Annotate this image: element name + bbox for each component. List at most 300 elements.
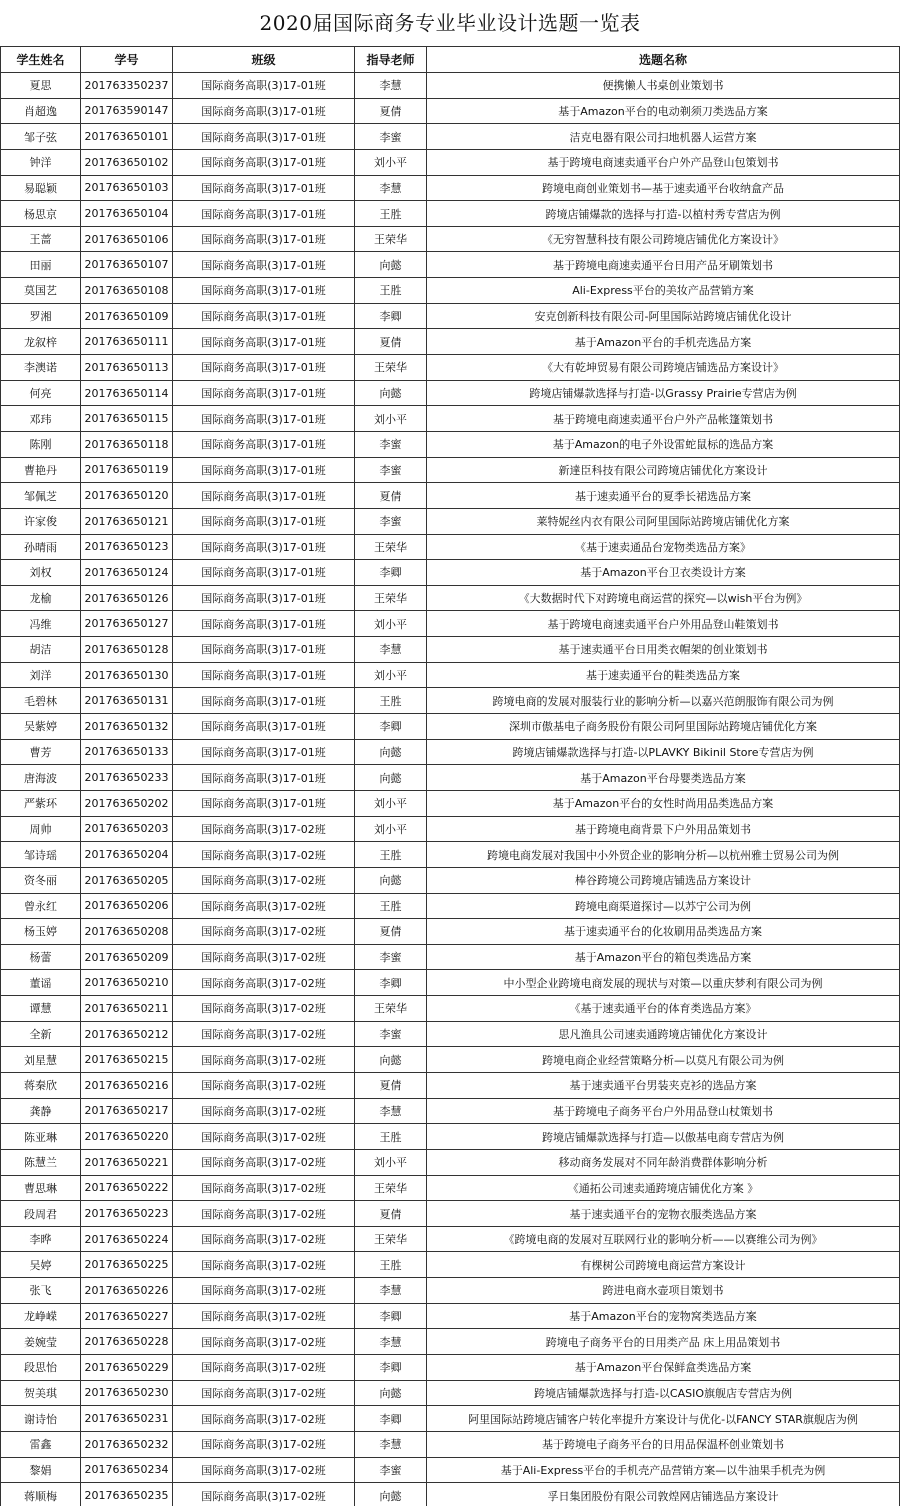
cell-topic: 跨境店铺爆款选择与打造-以Grassy Prairie专营店为例 [427,380,900,406]
cell-topic: 基于Amazon平台保鲜盒类选品方案 [427,1355,900,1381]
cell-advisor: 夏倩 [355,1072,427,1098]
cell-student-name: 曾永红 [1,893,81,919]
cell-advisor: 刘小平 [355,816,427,842]
cell-topic: 基于跨境电商背景下户外用品策划书 [427,816,900,842]
cell-advisor: 刘小平 [355,149,427,175]
cell-student-id: 201763650209 [81,944,173,970]
cell-advisor: 刘小平 [355,1149,427,1175]
cell-class: 国际商务高职(3)17-02班 [173,842,355,868]
cell-advisor: 王胜 [355,201,427,227]
cell-student-name: 姜婉莹 [1,1329,81,1355]
cell-class: 国际商务高职(3)17-01班 [173,739,355,765]
cell-class: 国际商务高职(3)17-01班 [173,278,355,304]
cell-student-name: 田丽 [1,252,81,278]
header-student-name: 学生姓名 [1,47,81,73]
cell-student-name: 龙榆 [1,585,81,611]
table-row [1,842,900,868]
header-advisor: 指导老师 [355,47,427,73]
cell-advisor: 王荣华 [355,1175,427,1201]
cell-advisor: 向懿 [355,1483,427,1506]
cell-student-name: 邹佩芝 [1,483,81,509]
cell-class: 国际商务高职(3)17-01班 [173,688,355,714]
cell-student-id: 201763650101 [81,124,173,150]
cell-student-id: 201763650130 [81,662,173,688]
cell-topic: 《跨境电商的发展对互联网行业的影响分析——以赛维公司为例》 [427,1226,900,1252]
cell-class: 国际商务高职(3)17-02班 [173,1278,355,1304]
table-row [1,329,900,355]
table-row [1,714,900,740]
cell-topic: 跨境店铺爆款选择与打造-以PLAVKY Bikinil Store专营店为例 [427,739,900,765]
table-row [1,201,900,227]
table-row [1,919,900,945]
cell-advisor: 向懿 [355,739,427,765]
table-row [1,508,900,534]
table-row [1,816,900,842]
table-row [1,380,900,406]
cell-class: 国际商务高职(3)17-01班 [173,355,355,381]
cell-advisor: 王胜 [355,688,427,714]
cell-advisor: 王荣华 [355,1226,427,1252]
cell-class: 国际商务高职(3)17-01班 [173,329,355,355]
header-student-id: 学号 [81,47,173,73]
cell-topic: Ali-Express平台的美妆产品营销方案 [427,278,900,304]
cell-class: 国际商务高职(3)17-02班 [173,996,355,1022]
cell-student-id: 201763650124 [81,560,173,586]
cell-class: 国际商务高职(3)17-01班 [173,175,355,201]
cell-student-name: 曹艳丹 [1,457,81,483]
table-row [1,1406,900,1432]
table-row [1,457,900,483]
cell-advisor: 王胜 [355,1252,427,1278]
cell-student-name: 雷鑫 [1,1431,81,1457]
cell-student-name: 王蔷 [1,226,81,252]
table-row [1,1098,900,1124]
cell-topic: 基于Ali-Express平台的手机壳产品营销方案—以牛油果手机壳为例 [427,1457,900,1483]
cell-topic: 跨境电商企业经营策略分析—以莫凡有限公司为例 [427,1047,900,1073]
cell-advisor: 刘小平 [355,790,427,816]
cell-student-name: 曹芳 [1,739,81,765]
cell-class: 国际商务高职(3)17-02班 [173,1355,355,1381]
cell-student-id: 201763650206 [81,893,173,919]
cell-advisor: 王荣华 [355,585,427,611]
table-row [1,149,900,175]
cell-student-id: 201763650216 [81,1072,173,1098]
cell-student-name: 易聪颖 [1,175,81,201]
cell-advisor: 刘小平 [355,611,427,637]
cell-student-id: 201763650104 [81,201,173,227]
cell-advisor: 李卿 [355,1303,427,1329]
cell-advisor: 李慧 [355,1098,427,1124]
cell-class: 国际商务高职(3)17-02班 [173,1047,355,1073]
table-row [1,1483,900,1506]
cell-student-id: 201763650204 [81,842,173,868]
cell-class: 国际商务高职(3)17-02班 [173,1431,355,1457]
cell-advisor: 王胜 [355,893,427,919]
cell-student-name: 何亮 [1,380,81,406]
cell-topic: 基于Amazon平台的宠物窝类选品方案 [427,1303,900,1329]
cell-student-id: 201763650226 [81,1278,173,1304]
cell-topic: 便携懒人书桌创业策划书 [427,73,900,99]
cell-class: 国际商务高职(3)17-01班 [173,98,355,124]
cell-class: 国际商务高职(3)17-02班 [173,1226,355,1252]
cell-student-name: 杨玉婷 [1,919,81,945]
cell-topic: 阿里国际站跨境店铺客户转化率提升方案设计与优化-以FANCY STAR旗舰店为例 [427,1406,900,1432]
cell-class: 国际商务高职(3)17-01班 [173,662,355,688]
cell-advisor: 夏倩 [355,329,427,355]
cell-student-name: 龙峥嵘 [1,1303,81,1329]
cell-advisor: 王荣华 [355,996,427,1022]
cell-student-name: 莫国艺 [1,278,81,304]
cell-topic: 基于Amazon平台的电动剃须刀类选品方案 [427,98,900,124]
cell-topic: 棒谷跨境公司跨境店铺选品方案设计 [427,867,900,893]
cell-topic: 《大数据时代下对跨境电商运营的探究—以wish平台为例》 [427,585,900,611]
cell-student-id: 201763350237 [81,73,173,99]
cell-student-id: 201763650212 [81,1021,173,1047]
cell-student-name: 孙晴雨 [1,534,81,560]
cell-student-id: 201763650230 [81,1380,173,1406]
cell-advisor: 李卿 [355,970,427,996]
cell-class: 国际商务高职(3)17-01班 [173,380,355,406]
cell-student-id: 201763650106 [81,226,173,252]
cell-student-id: 201763650211 [81,996,173,1022]
cell-class: 国际商务高职(3)17-02班 [173,1457,355,1483]
cell-topic: 基于Amazon平台的女性时尚用品类选品方案 [427,790,900,816]
cell-class: 国际商务高职(3)17-01班 [173,252,355,278]
cell-topic: 安克创新科技有限公司-阿里国际站跨境店铺优化设计 [427,303,900,329]
cell-topic: 基于速卖通平台的宠物衣服类选品方案 [427,1201,900,1227]
topic-table [0,46,900,1506]
cell-student-name: 唐海波 [1,765,81,791]
cell-advisor: 王荣华 [355,534,427,560]
cell-advisor: 李蜜 [355,508,427,534]
cell-class: 国际商务高职(3)17-02班 [173,1303,355,1329]
cell-student-id: 201763650228 [81,1329,173,1355]
table-row [1,303,900,329]
cell-student-id: 201763650119 [81,457,173,483]
cell-topic: 孚日集团股份有限公司敦煌网店铺选品方案设计 [427,1483,900,1506]
cell-student-name: 黎娟 [1,1457,81,1483]
cell-student-id: 201763650217 [81,1098,173,1124]
cell-student-id: 201763650115 [81,406,173,432]
cell-advisor: 李蜜 [355,1457,427,1483]
cell-topic: 基于Amazon的电子外设雷蛇鼠标的选品方案 [427,431,900,457]
cell-student-id: 201763650118 [81,431,173,457]
table-row [1,278,900,304]
cell-class: 国际商务高职(3)17-02班 [173,1021,355,1047]
cell-advisor: 夏倩 [355,483,427,509]
cell-student-name: 段周君 [1,1201,81,1227]
cell-topic: 《大有乾坤贸易有限公司跨境店铺选品方案设计》 [427,355,900,381]
table-row [1,1303,900,1329]
cell-topic: 新達臣科技有限公司跨境店铺优化方案设计 [427,457,900,483]
cell-student-id: 201763650102 [81,149,173,175]
table-row [1,765,900,791]
table-row [1,1380,900,1406]
cell-advisor: 李卿 [355,714,427,740]
table-row [1,1278,900,1304]
cell-class: 国际商务高职(3)17-02班 [173,919,355,945]
cell-topic: 跨境电商创业策划书—基于速卖通平台收纳盒产品 [427,175,900,201]
cell-student-id: 201763650232 [81,1431,173,1457]
table-row [1,406,900,432]
table-row [1,662,900,688]
cell-student-name: 钟洋 [1,149,81,175]
cell-student-name: 罗湘 [1,303,81,329]
cell-advisor: 刘小平 [355,662,427,688]
cell-advisor: 李慧 [355,1329,427,1355]
table-row [1,534,900,560]
cell-advisor: 李卿 [355,560,427,586]
cell-topic: 跨境电商发展对我国中小外贸企业的影响分析—以杭州雅士贸易公司为例 [427,842,900,868]
cell-student-name: 杨思京 [1,201,81,227]
cell-student-name: 周帅 [1,816,81,842]
cell-student-id: 201763650111 [81,329,173,355]
cell-topic: 基于速卖通平台日用类衣帽架的创业策划书 [427,637,900,663]
cell-student-name: 李晔 [1,1226,81,1252]
cell-student-id: 201763650234 [81,1457,173,1483]
cell-student-name: 杨蕾 [1,944,81,970]
cell-class: 国际商务高职(3)17-02班 [173,1124,355,1150]
cell-advisor: 向懿 [355,1047,427,1073]
cell-advisor: 李蜜 [355,431,427,457]
cell-topic: 基于跨境电商速卖通平台户外用品登山鞋策划书 [427,611,900,637]
cell-topic: 基于跨境电商速卖通平台户外产品帐篷策划书 [427,406,900,432]
table-row [1,970,900,996]
cell-advisor: 夏倩 [355,98,427,124]
table-row [1,483,900,509]
cell-student-name: 邹子弦 [1,124,81,150]
cell-topic: 跨境店铺爆款选择与打造—以傲基电商专营店为例 [427,1124,900,1150]
cell-class: 国际商务高职(3)17-01班 [173,611,355,637]
cell-student-id: 201763650221 [81,1149,173,1175]
table-row [1,1252,900,1278]
table-row [1,944,900,970]
cell-class: 国际商务高职(3)17-01班 [173,201,355,227]
table-row [1,585,900,611]
cell-topic: 洁克电器有限公司扫地机器人运营方案 [427,124,900,150]
header-row [1,47,900,73]
cell-topic: 《通拓公司速卖通跨境店铺优化方案 》 [427,1175,900,1201]
cell-student-id: 201763650233 [81,765,173,791]
cell-class: 国际商务高职(3)17-01班 [173,406,355,432]
cell-class: 国际商务高职(3)17-01班 [173,534,355,560]
cell-advisor: 李慧 [355,73,427,99]
cell-advisor: 夏倩 [355,1201,427,1227]
cell-student-id: 201763650205 [81,867,173,893]
cell-advisor: 李卿 [355,1406,427,1432]
cell-student-id: 201763650109 [81,303,173,329]
cell-student-name: 曹思琳 [1,1175,81,1201]
cell-student-name: 谢诗怡 [1,1406,81,1432]
table-row [1,252,900,278]
cell-student-name: 严紫环 [1,790,81,816]
table-row [1,688,900,714]
table-row [1,1072,900,1098]
page-title: 2020届国际商务专业毕业设计选题一览表 [259,11,641,35]
cell-student-id: 201763650224 [81,1226,173,1252]
cell-class: 国际商务高职(3)17-01班 [173,124,355,150]
cell-class: 国际商务高职(3)17-01班 [173,585,355,611]
table-row [1,226,900,252]
cell-student-name: 贺美琪 [1,1380,81,1406]
table-row [1,1175,900,1201]
table-row [1,1201,900,1227]
cell-student-name: 陈慧兰 [1,1149,81,1175]
cell-class: 国际商务高职(3)17-02班 [173,1406,355,1432]
cell-advisor: 向懿 [355,380,427,406]
cell-topic: 跨境店铺爆款选择与打造-以CASIO旗舰店专营店为例 [427,1380,900,1406]
cell-advisor: 向懿 [355,1380,427,1406]
cell-class: 国际商务高职(3)17-02班 [173,816,355,842]
cell-advisor: 李蜜 [355,124,427,150]
cell-class: 国际商务高职(3)17-01班 [173,457,355,483]
table-row [1,560,900,586]
cell-topic: 深圳市傲基电子商务股份有限公司阿里国际站跨境店铺优化方案 [427,714,900,740]
table-row [1,73,900,99]
cell-student-name: 冯维 [1,611,81,637]
cell-student-name: 刘星慧 [1,1047,81,1073]
cell-topic: 基于跨境电子商务平台的日用品保温杯创业策划书 [427,1431,900,1457]
cell-student-id: 201763650227 [81,1303,173,1329]
table-row [1,355,900,381]
cell-student-name: 刘洋 [1,662,81,688]
cell-student-id: 201763650132 [81,714,173,740]
cell-class: 国际商务高职(3)17-01班 [173,560,355,586]
table-row [1,175,900,201]
cell-student-id: 201763650203 [81,816,173,842]
cell-topic: 莱特妮丝内衣有限公司阿里国际站跨境店铺优化方案 [427,508,900,534]
cell-student-name: 蒋秦欣 [1,1072,81,1098]
table-row [1,1124,900,1150]
cell-student-id: 201763650235 [81,1483,173,1506]
cell-student-id: 201763650208 [81,919,173,945]
header-class: 班级 [173,47,355,73]
table-row [1,611,900,637]
cell-class: 国际商务高职(3)17-02班 [173,1380,355,1406]
cell-class: 国际商务高职(3)17-02班 [173,1329,355,1355]
cell-advisor: 李蜜 [355,944,427,970]
cell-topic: 基于速卖通平台的夏季长裙选品方案 [427,483,900,509]
cell-student-name: 龙叙梓 [1,329,81,355]
cell-class: 国际商务高职(3)17-02班 [173,1072,355,1098]
cell-advisor: 刘小平 [355,406,427,432]
cell-advisor: 王胜 [355,842,427,868]
cell-class: 国际商务高职(3)17-01班 [173,149,355,175]
cell-advisor: 王荣华 [355,226,427,252]
cell-advisor: 向懿 [355,252,427,278]
cell-student-name: 段思怡 [1,1355,81,1381]
cell-student-name: 夏思 [1,73,81,99]
cell-class: 国际商务高职(3)17-02班 [173,1483,355,1506]
cell-student-id: 201763650222 [81,1175,173,1201]
cell-class: 国际商务高职(3)17-02班 [173,1149,355,1175]
table-row [1,867,900,893]
cell-class: 国际商务高职(3)17-02班 [173,970,355,996]
table-row [1,431,900,457]
cell-topic: 跨境店铺爆款的选择与打造-以植村秀专营店为例 [427,201,900,227]
cell-topic: 跨进电商水壶项目策划书 [427,1278,900,1304]
cell-topic: 基于速卖通平台男装夹克衫的选品方案 [427,1072,900,1098]
cell-student-name: 张飞 [1,1278,81,1304]
cell-student-name: 谭慧 [1,996,81,1022]
cell-class: 国际商务高职(3)17-01班 [173,508,355,534]
cell-topic: 基于速卖通平台的鞋类选品方案 [427,662,900,688]
cell-student-name: 陈刚 [1,431,81,457]
cell-topic: 思凡渔具公司速卖通跨境店铺优化方案设计 [427,1021,900,1047]
table-row [1,996,900,1022]
cell-student-id: 201763650231 [81,1406,173,1432]
cell-topic: 跨境电子商务平台的日用类产品 床上用品策划书 [427,1329,900,1355]
cell-class: 国际商务高职(3)17-01班 [173,637,355,663]
cell-student-id: 201763650210 [81,970,173,996]
cell-student-name: 资冬丽 [1,867,81,893]
cell-student-id: 201763650114 [81,380,173,406]
cell-topic: 有棵树公司跨境电商运营方案设计 [427,1252,900,1278]
cell-student-id: 201763650225 [81,1252,173,1278]
table-row [1,739,900,765]
cell-class: 国际商务高职(3)17-02班 [173,867,355,893]
cell-topic: 基于跨境电子商务平台户外用品登山杖策划书 [427,1098,900,1124]
table-row [1,1226,900,1252]
cell-class: 国际商务高职(3)17-02班 [173,1201,355,1227]
cell-student-id: 201763650120 [81,483,173,509]
table-row [1,1021,900,1047]
table-body [1,73,900,1506]
cell-class: 国际商务高职(3)17-02班 [173,1098,355,1124]
cell-class: 国际商务高职(3)17-01班 [173,790,355,816]
cell-student-id: 201763650126 [81,585,173,611]
cell-student-id: 201763650229 [81,1355,173,1381]
cell-topic: 《基于速卖通平台的体育类选品方案》 [427,996,900,1022]
cell-student-id: 201763650220 [81,1124,173,1150]
table-row [1,1149,900,1175]
cell-topic: 基于Amazon平台卫衣类设计方案 [427,560,900,586]
cell-class: 国际商务高职(3)17-02班 [173,944,355,970]
cell-student-name: 董谣 [1,970,81,996]
cell-student-id: 201763650131 [81,688,173,714]
cell-student-id: 201763650121 [81,508,173,534]
cell-student-name: 许家俊 [1,508,81,534]
cell-class: 国际商务高职(3)17-02班 [173,1175,355,1201]
cell-topic: 跨境电商的发展对服装行业的影响分析—以嘉兴范朗服饰有限公司为例 [427,688,900,714]
table-row [1,124,900,150]
cell-advisor: 李慧 [355,1431,427,1457]
cell-advisor: 李慧 [355,175,427,201]
cell-student-id: 201763650215 [81,1047,173,1073]
cell-class: 国际商务高职(3)17-01班 [173,431,355,457]
cell-topic: 中小型企业跨境电商发展的现状与对策—以重庆梦利有限公司为例 [427,970,900,996]
cell-student-name: 邓玮 [1,406,81,432]
cell-advisor: 李卿 [355,1355,427,1381]
table-row [1,1457,900,1483]
cell-student-name: 蒋顺梅 [1,1483,81,1506]
cell-student-name: 吴紫婷 [1,714,81,740]
cell-class: 国际商务高职(3)17-01班 [173,483,355,509]
cell-topic: 基于Amazon平台母婴类选品方案 [427,765,900,791]
cell-advisor: 夏倩 [355,919,427,945]
cell-student-name: 全新 [1,1021,81,1047]
cell-advisor: 王胜 [355,1124,427,1150]
cell-advisor: 李慧 [355,1278,427,1304]
table-row [1,98,900,124]
cell-topic: 基于Amazon平台的手机壳选品方案 [427,329,900,355]
cell-student-id: 201763650128 [81,637,173,663]
table-row [1,1329,900,1355]
table-row [1,1355,900,1381]
cell-topic: 《无穷智慧科技有限公司跨境店铺优化方案设计》 [427,226,900,252]
cell-topic: 基于跨境电商速卖通平台户外产品登山包策划书 [427,149,900,175]
table-row [1,1431,900,1457]
